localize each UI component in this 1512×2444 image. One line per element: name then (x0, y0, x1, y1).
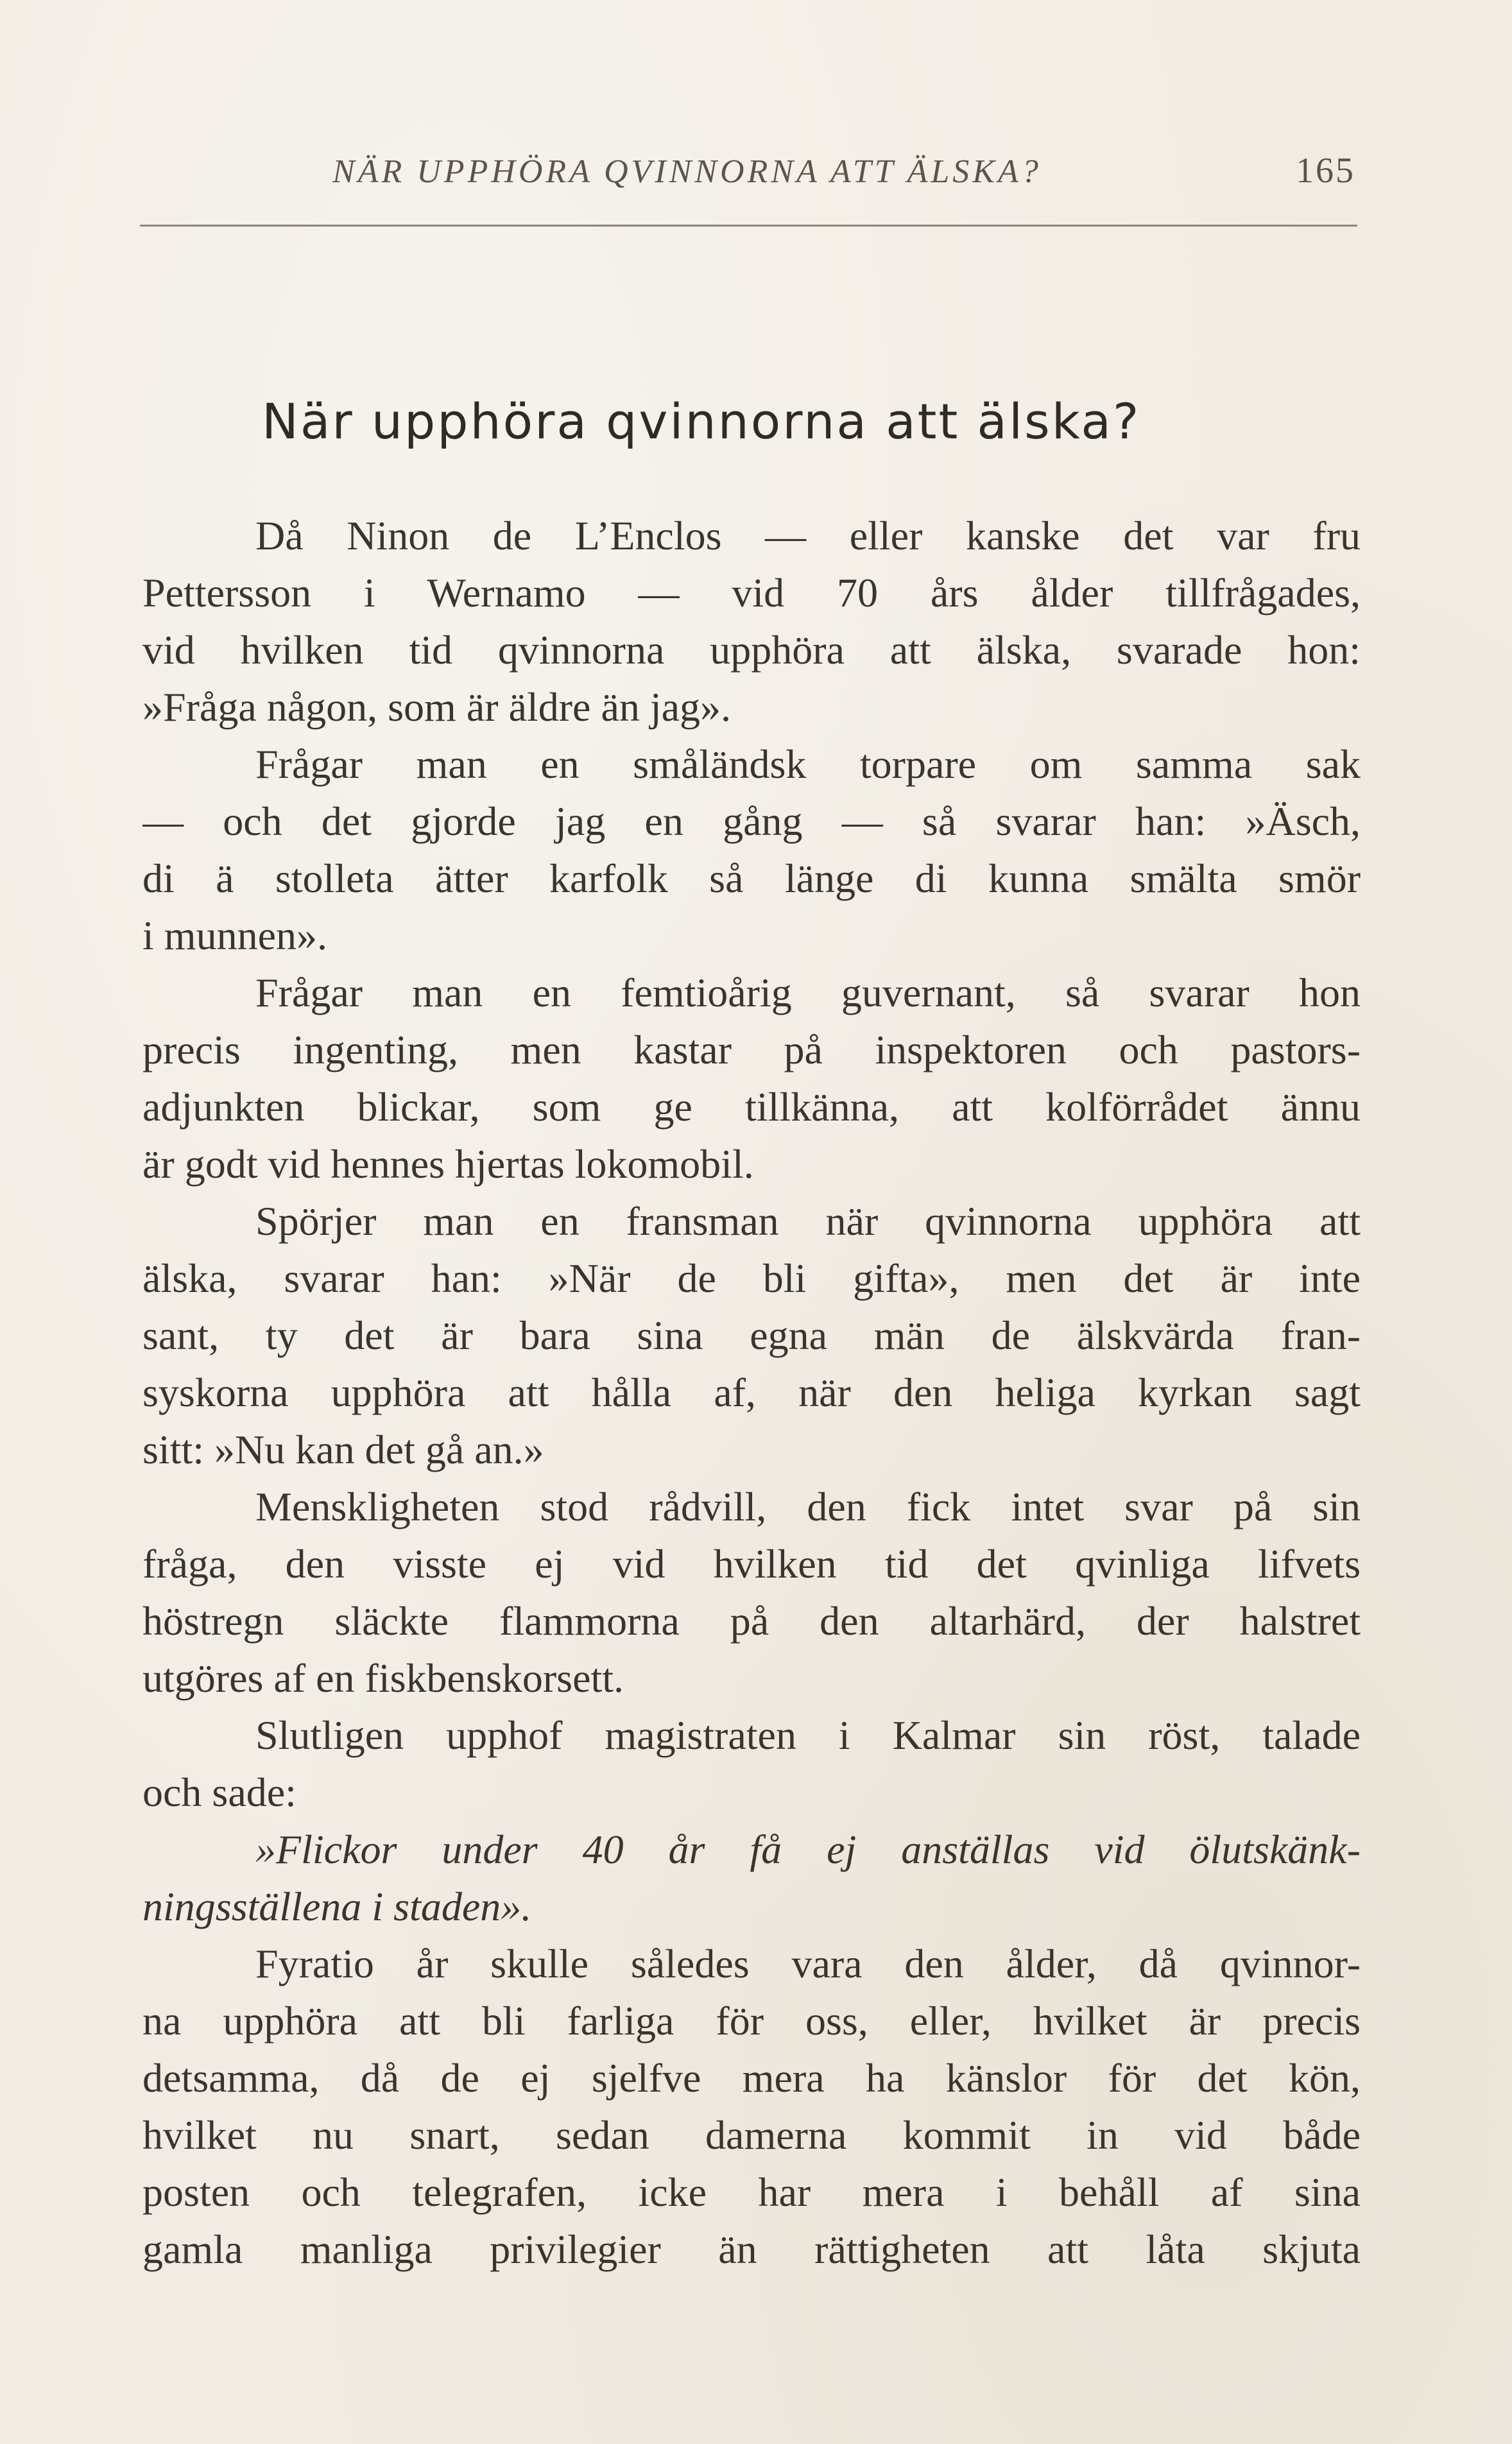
text-line: precis ingenting, men kastar på inspektoren och pastors- (142, 1027, 1361, 1072)
text-line-italic: »Flickor under 40 år få ej anställas vid ölutskänk- (255, 1827, 1361, 1872)
text-line: na upphöra att bli farliga för oss, eller, hvilket är precis (142, 1998, 1361, 2044)
text-line: Slutligen upphof magistraten i Kalmar sin röst, talade (255, 1712, 1361, 1758)
text-line: vid hvilken tid qvinnorna upphöra att älska, svarade hon: (142, 627, 1361, 673)
text-line: Fyratio år skulle således vara den ålder, då qvinnor- (255, 1941, 1361, 1986)
text-line: di ä stolleta ätter karfolk så länge di kunna smälta smör (142, 856, 1361, 901)
header-rule (140, 225, 1357, 227)
text-line: sant, ty det är bara sina egna män de älskvärda fran- (142, 1312, 1361, 1358)
text-line: Frågar man en femtioårig guvernant, så svarar hon (255, 970, 1361, 1015)
text-line: detsamma, då de ej sjelfve mera ha känslor för det kön, (142, 2055, 1361, 2101)
text-line: Spörjer man en fransman när qvinnorna upphöra att (255, 1198, 1361, 1244)
running-head: NÄR UPPHÖRA QVINNORNA ATT ÄLSKA? (332, 153, 1042, 190)
text-line: Menskligheten stod rådvill, den fick intet svar på sin (255, 1484, 1361, 1529)
text-line: utgöres af en fiskbenskorsett. (142, 1655, 624, 1701)
text-line: gamla manliga privilegier än rättigheten att låta skjuta (142, 2226, 1361, 2272)
text-line-italic: ningsställena i staden». (142, 1884, 532, 1929)
text-line: i munnen». (142, 913, 327, 958)
text-line: Pettersson i Wernamo — vid 70 års ålder tillfrågades, (142, 570, 1361, 615)
article-body (142, 507, 1361, 2278)
article-title: När upphöra qvinnorna att älska? (262, 393, 1141, 450)
text-line: höstregn släckte flammorna på den altarhärd, der halstret (142, 1598, 1361, 1644)
text-line: är godt vid hennes hjertas lokomobil. (142, 1141, 754, 1187)
text-line: älska, svarar han: »När de bli gifta», men det är inte (142, 1255, 1361, 1301)
text-line: »Fråga någon, som är äldre än jag». (142, 684, 732, 730)
text-line: hvilket nu snart, sedan damerna kommit in vid både (142, 2112, 1361, 2158)
text-line: Då Ninon de L’Enclos — eller kanske det var fru (255, 513, 1361, 558)
text-line: sitt: »Nu kan det gå an.» (142, 1427, 544, 1472)
text-line: — och det gjorde jag en gång — så svarar han: »Äsch, (142, 798, 1361, 844)
page-number: 165 (1296, 151, 1355, 191)
text-line: syskorna upphöra att hålla af, när den heliga kyrkan sagt (142, 1370, 1361, 1415)
text-line: posten och telegrafen, icke har mera i behåll af sina (142, 2169, 1361, 2215)
text-line: adjunkten blickar, som ge tillkänna, att kolförrådet ännu (142, 1084, 1361, 1130)
text-line: Frågar man en småländsk torpare om samma sak (255, 741, 1361, 787)
text-line: fråga, den visste ej vid hvilken tid det qvinliga lifvets (142, 1541, 1361, 1587)
text-line: och sade: (142, 1769, 296, 1815)
